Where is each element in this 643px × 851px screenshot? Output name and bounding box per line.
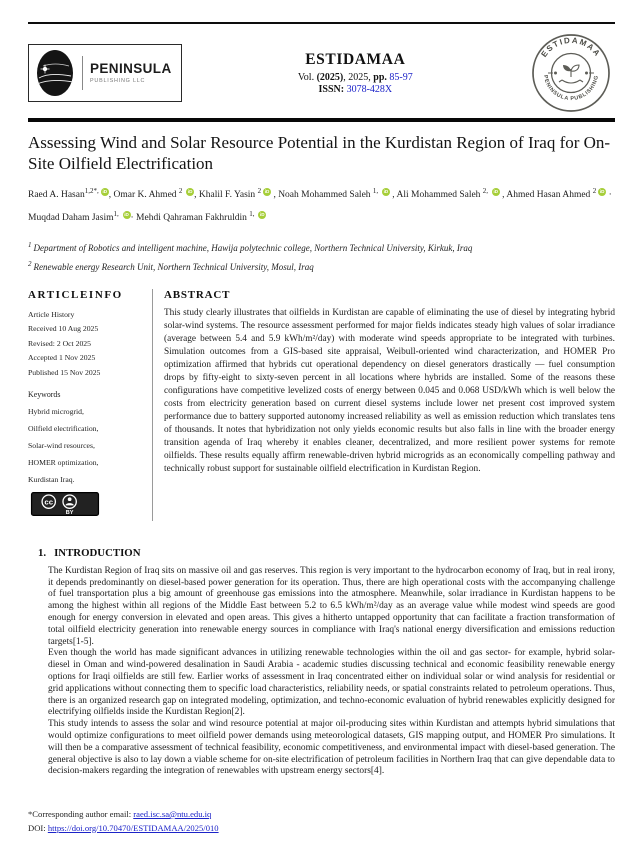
- keyword-item: Kurdistan Iraq.: [28, 474, 75, 484]
- pp-label: pp.: [373, 72, 387, 83]
- orcid-icon[interactable]: iD: [383, 188, 389, 194]
- author: [28, 209, 137, 223]
- abstract-column: [152, 289, 615, 521]
- doi-line: [28, 822, 219, 836]
- abstract-text: This study clearly illustrates that oilfields in Kurdistan are capable of eliminating the use of diesel by integrating hybrid solar-wind systems. The resource assessment performed for major fields indicates steady high values of solar irradiance (average between 5.4 and 5.9 kWh/m²/day) with moderate wind speeds appropriate to be integrated with turbines. Simulation outcomes from a GIS-based site appraisal, Weibull-oriented wind characterization, and HOMER Pro optimization affirmed that hybrids cut operational dependency on diesel generators drastically — fuel consumption drops by fifty-eight to sixty-seven percent in all locations where hybrids are installed. Some of the reasons these configurations have competitive levelized costs of energy between 0.045 and 0.068 USD/kWh which is well below the costs from electricity generation based on current diesel systems include lower net present cost improved system performance due to battery supported autonomy increased reliability as well as emission reduction which translates tens of thousands. It notes that hybridization not only yields economic results but also falls in line with the broader energy transition agenda of Iraq whereby it enables cleaner, decentralized, and more resilient power systems for remote oilfields. These results equally affirm renewable-driven hybrid microgrids as an economically compelling pathway and technically robust support for sustainable oilfield electrification in Kurdistan Region.: [164, 307, 615, 474]
- history-item: Revised: 2 Oct 2025: [28, 338, 91, 348]
- section-number: 1.: [38, 546, 47, 559]
- corresponding-author-email-link[interactable]: raed.isc.sa@ntu.edu.iq: [133, 809, 212, 819]
- history-item: Accepted 1 Nov 2025: [28, 353, 96, 363]
- history-item: Received 10 Aug 2025: [28, 324, 99, 334]
- top-rule: [28, 22, 615, 24]
- keyword-item: Oilfield electrification,: [28, 423, 99, 433]
- introduction-body: [48, 566, 615, 778]
- author-name: Raed A. Hasan: [28, 189, 85, 200]
- author-name: Noah Mohammed Saleh: [278, 189, 373, 200]
- header-divider-rule: [28, 118, 615, 122]
- doi-link[interactable]: https://doi.org/10.70470/ESTIDAMAA/2025/010: [47, 822, 219, 833]
- cc-by-icon: [28, 492, 102, 516]
- corresponding-author-label: *Corresponding author email:: [28, 809, 134, 819]
- article-info-column: [28, 289, 152, 521]
- orcid-icon[interactable]: iD: [124, 211, 129, 217]
- body-paragraph: Even though the world has made significant advances in utilizing renewable technologies within the oil and gas sector- for example, hybrid solar-diesel in Oman and wind-powered desalination in Saudi Arabia - academic studies discussing technical and economic feasibility renewable energy options for Iraqi oilfields are still few. Earlier works of assessment in Iraq concentrated either on individual solar or wind analysis for residential or grid applications without connecting them to specific load characteristics, reliability needs, or spatial constraints related to petroleum operations. Thus, there is an organized research gap on integrated modeling, optimization, and techno-economic evaluation of hybrid renewables explicitly designed for electrifying oilfields inside the Kurdistan Region[2].: [48, 648, 615, 718]
- author: [28, 186, 114, 200]
- orcid-icon[interactable]: iD: [187, 188, 193, 194]
- keyword-item: HOMER optimization,: [28, 457, 99, 467]
- author-separator: ,: [108, 189, 114, 200]
- author-name: Omar K. Ahmed: [113, 189, 179, 200]
- keyword-item: Solar-wind resources,: [28, 440, 95, 450]
- logo-divider: [82, 56, 83, 90]
- author-name: Ahmed Hasan Ahmed: [506, 189, 593, 200]
- affiliation-text: Renewable energy Research Unit, Northern Technical University, Mosul, Iraq: [33, 261, 314, 272]
- affiliation-line: [28, 237, 615, 256]
- publisher-name: PENINSULA: [90, 61, 172, 76]
- author-separator: ,: [194, 189, 199, 200]
- author: [396, 186, 507, 200]
- author: [113, 186, 199, 200]
- author-separator: ·: [606, 189, 612, 200]
- paper-title: Assessing Wind and Solar Resource Potential in the Kurdistan Region of Iraq for On-Site Oilfield Electrification: [28, 132, 611, 173]
- affiliation-line: [28, 256, 615, 275]
- svg-text:BY: BY: [65, 509, 74, 516]
- keyword-item: Hybrid microgrid,: [28, 406, 84, 416]
- author-name: Mehdi Qahraman Fakhruldin: [136, 212, 250, 223]
- svg-text:cc: cc: [44, 497, 54, 507]
- corresponding-author-line: [28, 808, 219, 822]
- author-affiliation-sup: 2: [257, 186, 262, 195]
- keywords-label: Keywords: [28, 389, 61, 399]
- journal-masthead: [182, 51, 529, 95]
- author-affiliation-sup: 2: [178, 186, 185, 195]
- author-affiliation-sup: 1,: [372, 186, 380, 195]
- author-affiliation-sup: 1,: [113, 209, 121, 218]
- orcid-icon[interactable]: iD: [264, 188, 270, 194]
- volume-line: [182, 72, 529, 83]
- author-affiliation-sup: 1,: [249, 209, 257, 218]
- page-footer: [28, 808, 219, 835]
- issn-label: ISSN:: [318, 84, 345, 95]
- author: [278, 186, 397, 200]
- author: [506, 186, 612, 200]
- author-affiliation-sup: 2: [592, 186, 597, 195]
- article-info-heading: ARTICLEINFO: [28, 288, 123, 301]
- affiliations: [28, 237, 615, 275]
- orcid-icon[interactable]: iD: [259, 211, 265, 217]
- abstract-heading: ABSTRACT: [164, 288, 231, 301]
- orcid-icon[interactable]: iD: [599, 188, 605, 194]
- author-affiliation-sup: 1,2*,: [84, 186, 99, 195]
- issn-line: [182, 84, 529, 95]
- keywords-list: [28, 407, 144, 484]
- info-abstract-section: [28, 289, 615, 521]
- publisher-logo-text: [90, 62, 172, 84]
- affiliation-text: Department of Robotics and intelligent machine, Hawija polytechnic college, Northern Technical University, Kirkuk, Iraq: [33, 242, 473, 253]
- author-name: Muqdad Daham Jasim: [28, 212, 114, 223]
- issn-value: 3078-428X: [344, 84, 393, 95]
- page-range: 85-97: [386, 72, 413, 83]
- orcid-icon[interactable]: iD: [102, 188, 108, 194]
- peninsula-logo-icon: [35, 48, 75, 98]
- cc-by-license-badge[interactable]: [28, 492, 102, 521]
- author-name: Khalil F. Yasin: [198, 189, 258, 200]
- author: [198, 186, 276, 200]
- author-separator: ,: [389, 189, 397, 200]
- svg-text:ESTIDAMAA: ESTIDAMAA: [539, 35, 603, 59]
- author-name: Ali Mohammed Saleh: [396, 189, 483, 200]
- authors-line: [28, 182, 615, 228]
- journal-stamp: [529, 31, 613, 115]
- vol-year: (2025): [316, 72, 344, 83]
- publisher-logo: [28, 44, 182, 102]
- vol-prefix: Vol.: [297, 72, 317, 83]
- journal-header: [28, 35, 615, 111]
- plant-in-hand-icon: [559, 65, 583, 83]
- svg-text:PENINSULA PUBLISHING: PENINSULA PUBLISHING: [542, 74, 600, 103]
- vol-mid: , 2025,: [343, 72, 374, 83]
- author: [136, 209, 266, 223]
- journal-name: ESTIDAMAA: [305, 51, 406, 68]
- author-affiliation-sup: 2,: [482, 186, 490, 195]
- affiliation-number: 2: [28, 259, 32, 268]
- author-separator: ·: [130, 212, 137, 223]
- orcid-icon[interactable]: iD: [493, 188, 499, 194]
- author-separator: ,: [271, 189, 276, 200]
- author-separator: ,: [499, 189, 507, 200]
- publisher-subtitle: PUBLISHING LLC: [90, 78, 146, 84]
- doi-label: DOI:: [28, 822, 48, 833]
- article-history-list: [28, 324, 144, 377]
- section-title: INTRODUCTION: [54, 546, 141, 559]
- stamp-seal-icon: [529, 31, 613, 115]
- body-paragraph: This study intends to assess the solar and wind resource potential at major oil-producing sites within Kurdistan and attempts hybrid simulations that would optimize configurations to meet oilfield power demands using meteorological datasets, GIS mapping output, and HOMER Pro simulations. It will then be a comparative assessment of technical feasibility, economic competitiveness, and environmental impact with diesel-based generation. The general objective is also to lay down a viable scheme for on-site electrification of petroleum facilities in Northern Iraq that can give dependable data to decision-makers regarding the integration of renewables with upstream energy sectors[4].: [48, 719, 615, 777]
- affiliation-number: 1: [28, 240, 32, 249]
- body-paragraph: The Kurdistan Region of Iraq sits on massive oil and gas reserves. This region is very important to the hydrocarbon economy of Iraq, but in real irony, it depends predominantly on diesel-based power generation for its operation. Thus, there are high operational costs with the accompanying challenge of fuel transportation plus a big amount of greenhouse gas emissions into the atmosphere. Meanwhile, solar irradiance in Kurdistan happens to be among the highest within all regions of the Middle East between 5.2 to 6.5 kWh/m²/day as an average value while modest wind speeds are good enough for energy conversion in elevated and open areas. This gives a hitherto untapped opportunity that can facilitate a fraction transformation of total oilfield electricity generation into renewable energy sources in compliance with Iraq's national energy diversification and emissions reduction targets[1-5].: [48, 565, 615, 647]
- introduction-heading: [38, 547, 615, 559]
- article-history-label: Article History: [28, 309, 75, 319]
- history-item: Published 15 Nov 2025: [28, 367, 101, 377]
